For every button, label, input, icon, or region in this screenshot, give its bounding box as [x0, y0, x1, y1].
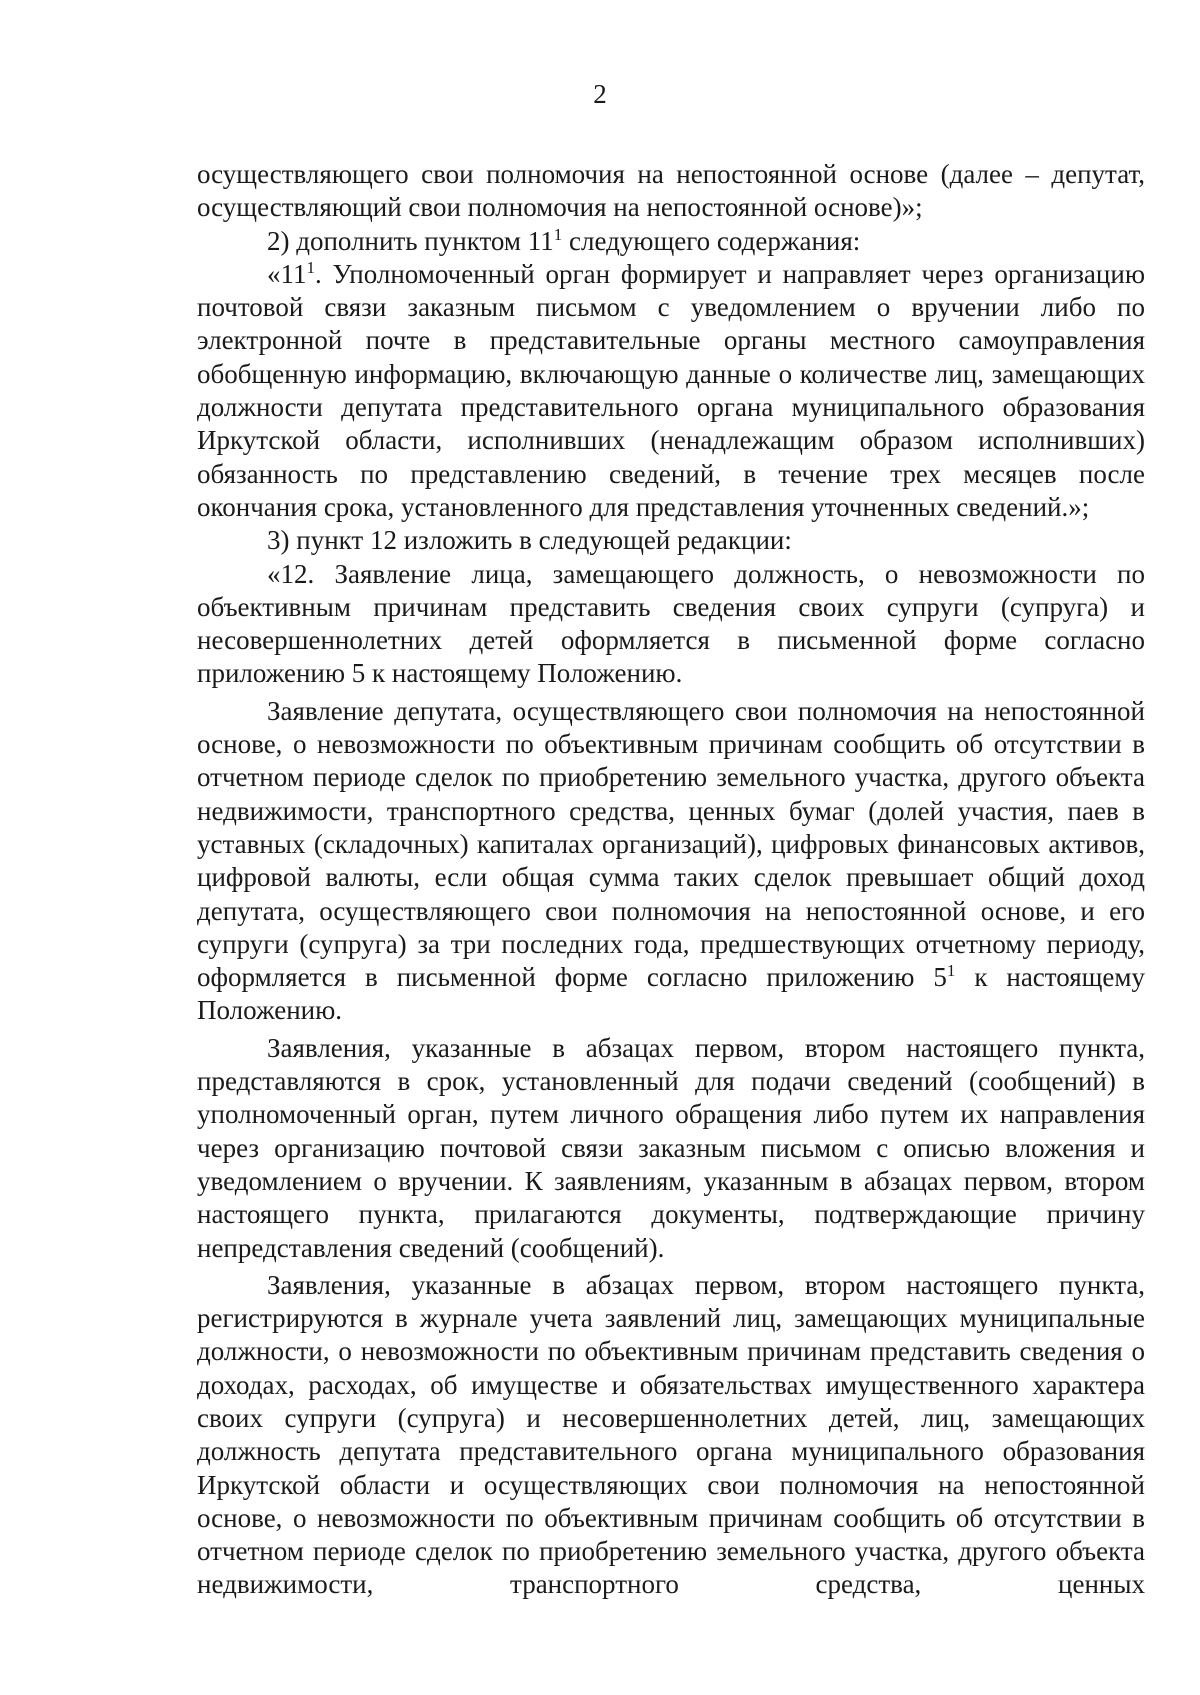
paragraph-deputy-statement — [197, 695, 1145, 1028]
paragraph-item-2-text-end: следующего содержания: — [562, 225, 861, 256]
paragraph-item-2 — [197, 225, 1145, 258]
page-number: 2 — [593, 79, 607, 109]
paragraph-continuation: осуществляющего свои полномочия на непостоянной основе (далее – депутат, осуществляющий свои полномочия на непостоянной основе)»; — [197, 159, 1145, 223]
paragraph-point-11-1-text-end: . Уполномоченный орган формирует и направляет через организацию почтовой связи заказным письмом с уведомлением о вручении либо по электронной почте в представительные органы местного самоуправления обобщенную информацию, включающую данные о количестве лиц, замещающих должности депутата представительного органа муниципального образования Иркутской области, исполнивших (ненадлежащим образом исполнивших) обязанность по представлению сведений, в течение трех месяцев после окончания срока, установленного для представления уточненных сведений.»; — [197, 258, 1145, 522]
superscript: 1 — [946, 961, 956, 981]
paragraph-point-11-1-text-start: «11 — [267, 258, 307, 289]
paragraph-registration: Заявления, указанные в абзацах первом, втором настоящего пункта, регистрируются в журнале учета заявлений лиц, замещающих муниципальные должности, о невозможности по объективным причинам представить сведения о доходах, расходах, об имуществе и обязательствах имущественного характера своих супруги (супруга) и несовершеннолетних детей, лиц, замещающих должность депутата представительного органа муниципального образования Иркутской области и осуществляющих свои полномочия на непостоянной основе, о невозможности по объективным причинам сообщить об отсутствии в отчетном периоде сделок по приобретению земельного участка, другого объекта недвижимости, транспортного средства, ценных — [197, 1269, 1145, 1600]
document-body — [197, 158, 1145, 1602]
superscript: 1 — [553, 224, 563, 244]
paragraph-deputy-statement-text-end: к настоящему Положению. — [197, 962, 1145, 1026]
superscript: 1 — [306, 257, 315, 277]
paragraph-point-11-1 — [197, 258, 1145, 524]
paragraph-point-12: «12. Заявление лица, замещающего должность, о невозможности по объективным причинам представить сведения своих супруги (супруга) и несовершеннолетних детей оформляется в письменной форме согласно приложению 5 к настоящему Положению. — [197, 558, 1145, 689]
paragraph-item-2-text-start: 2) дополнить пунктом 11 — [267, 225, 554, 256]
paragraph-item-3: 3) пункт 12 изложить в следующей редакции: — [267, 525, 792, 556]
paragraph-submission-terms: Заявления, указанные в абзацах первом, втором настоящего пункта, представляются в срок, установленный для подачи сведений (сообщений) в уполномоченный орган, путем личного обращения либо путем их направления через организацию почтовой связи заказным письмом с описью вложения и уведомлением о вручении. К заявлениям, указанным в абзацах первом, втором настоящего пункта, прилагаются документы, подтверждающие причину непредставления сведений (сообщений). — [197, 1032, 1145, 1263]
paragraph-deputy-statement-text-start: Заявление депутата, осуществляющего свои полномочия на непостоянной основе, о невозможности по объективным причинам сообщить об отсутствии в отчетном периоде сделок по приобретению земельного участка, другого объекта недвижимости, транспортного средства, ценных бумаг (долей участия, паев в уставных (складочных) капиталах организаций), цифровых финансовых активов, цифровой валюты, если общая сумма таких сделок превышает общий доход депутата, осуществляющего свои полномочия на непостоянной основе, и его супруги (супруга) за три последних года, предшествующих отчетному периоду, оформляется в письменной форме согласно приложению 5 — [197, 695, 1145, 993]
